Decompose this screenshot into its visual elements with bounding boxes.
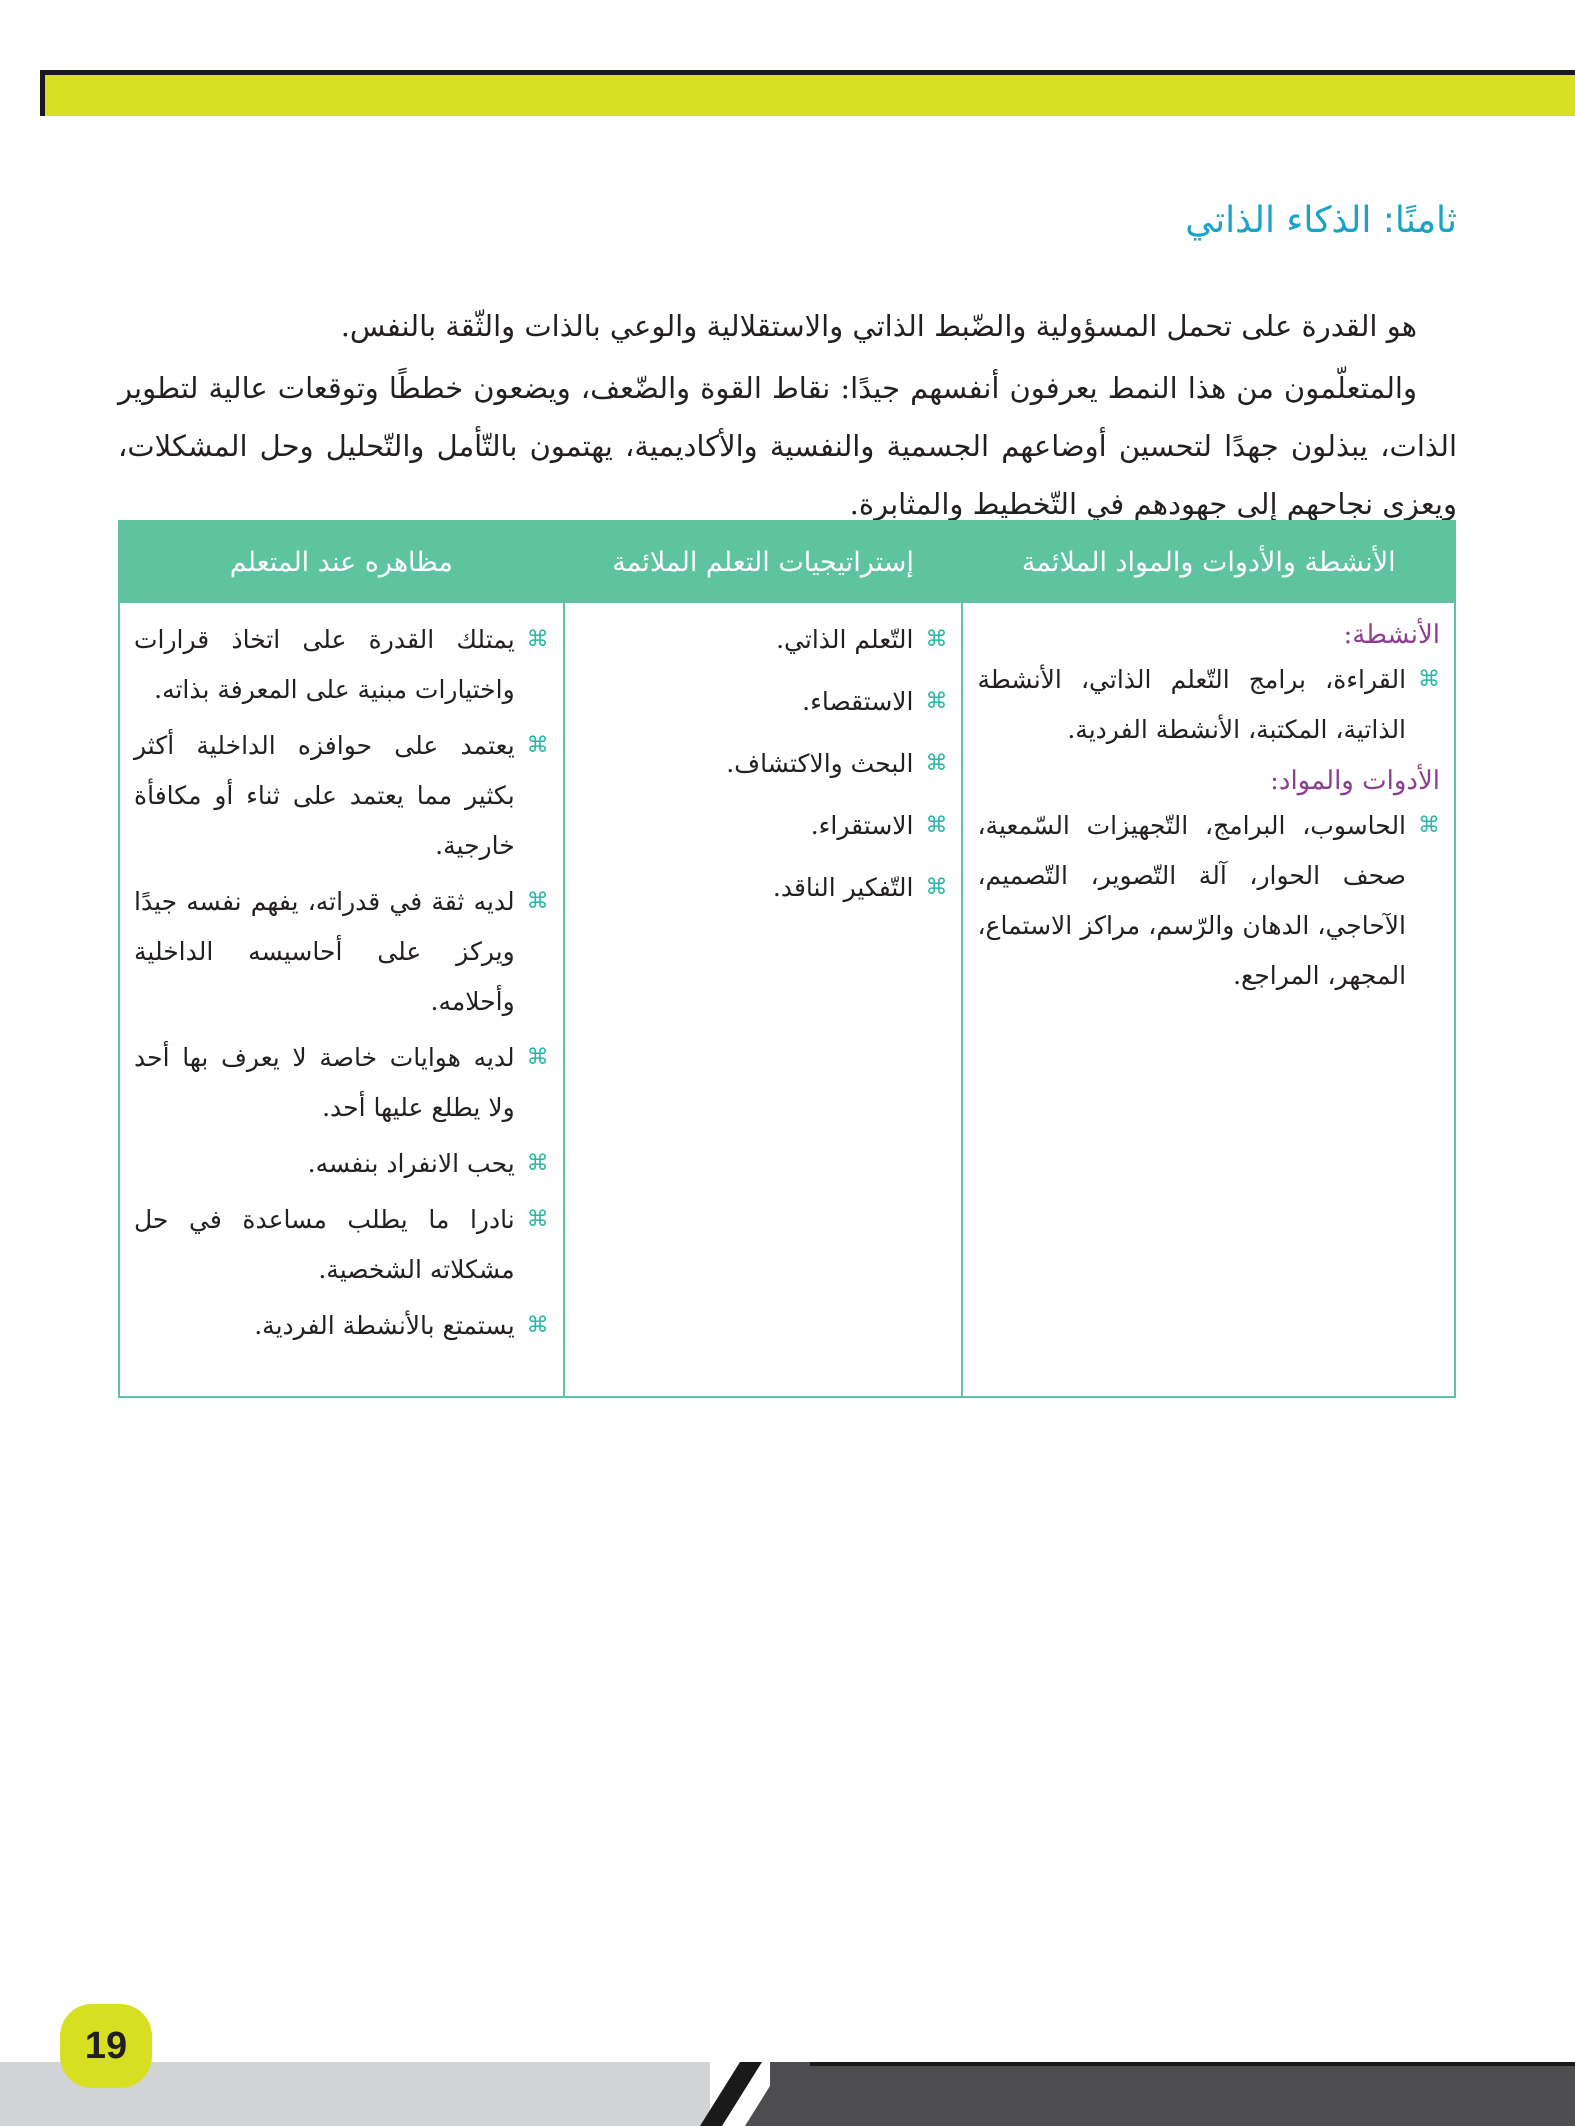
strategies-column xyxy=(563,522,962,1396)
manifestations-list xyxy=(134,615,549,1351)
section-heading: ثامنًا: الذكاء الذاتي xyxy=(1185,200,1457,241)
bullet-icon: ⌘ xyxy=(526,889,549,914)
list-item: ⌘ الحاسوب، البرامج، التّجهيزات السّمعية، صحف الحوار، آلة التّصوير، التّصميم، الآحاجي، الدهان والرّسم، مراكز الاستماع، المجهر، المراجع. xyxy=(977,801,1440,1001)
list-item: ⌘ التّعلم الذاتي. xyxy=(579,615,948,665)
list-item: ⌘ البحث والاكتشاف. xyxy=(579,739,948,789)
top-accent-bar xyxy=(40,70,1575,116)
list-item: ⌘ يمتلك القدرة على اتخاذ قرارات واختيارات مبنية على المعرفة بذاته. xyxy=(134,615,549,715)
list-item: ⌘ لديه هوايات خاصة لا يعرف بها أحد ولا يطلع عليها أحد. xyxy=(134,1033,549,1133)
footer-line xyxy=(810,2062,1575,2066)
footer-dark-band xyxy=(770,2062,1575,2126)
tools-list xyxy=(977,801,1440,1001)
list-item: ⌘ يعتمد على حوافزه الداخلية أكثر بكثير مما يعتمد على ثناء أو مكافأة خارجية. xyxy=(134,721,549,871)
manifestations-column xyxy=(120,522,563,1396)
activities-header: الأنشطة والأدوات والمواد الملائمة xyxy=(963,522,1454,603)
bullet-icon: ⌘ xyxy=(925,751,948,776)
bullet-icon: ⌘ xyxy=(1418,667,1441,692)
list-item: ⌘ لديه ثقة في قدراته، يفهم نفسه جيدًا ويركز على أحاسيسه الداخلية وأحلامه. xyxy=(134,877,549,1027)
activities-column xyxy=(961,522,1454,1396)
intro-paragraph: هو القدرة على تحمل المسؤولية والضّبط الذاتي والاستقلالية والوعي بالذات والثّقة بالنفس. xyxy=(340,309,1417,343)
page-number: 19 xyxy=(60,2004,152,2088)
bullet-icon: ⌘ xyxy=(526,1045,549,1070)
intelligence-table xyxy=(118,520,1456,1398)
bullet-icon: ⌘ xyxy=(526,733,549,758)
bullet-icon: ⌘ xyxy=(925,689,948,714)
bullet-icon: ⌘ xyxy=(925,875,948,900)
strategies-list xyxy=(579,615,948,913)
bullet-icon: ⌘ xyxy=(925,627,948,652)
list-item: ⌘ نادرا ما يطلب مساعدة في حل مشكلاته الشخصية. xyxy=(134,1195,549,1295)
activities-label: الأنشطة: xyxy=(1343,620,1441,650)
strategies-header: إستراتيجيات التعلم الملائمة xyxy=(565,522,962,603)
bullet-icon: ⌘ xyxy=(526,627,549,652)
bullet-icon: ⌘ xyxy=(526,1313,549,1338)
description-paragraph: والمتعلّمون من هذا النمط يعرفون أنفسهم جيدًا: نقاط القوة والضّعف، ويضعون خططًا وتوقعات عالية لتطوير الذات، يبذلون جهدًا لتحسين أوضاعهم الجسمية والنفسية والأكاديمية، يهتمون بالتّأمل والتّحليل وحل المشكلات، ويعزى نجاحهم إلى جهودهم في التّخطيط والمثابرة. xyxy=(118,371,1457,521)
list-item: ⌘ التّفكير الناقد. xyxy=(579,863,948,913)
list-item: ⌘ يستمتع بالأنشطة الفردية. xyxy=(134,1301,549,1351)
bullet-icon: ⌘ xyxy=(1418,813,1441,838)
bullet-icon: ⌘ xyxy=(925,813,948,838)
list-item: ⌘ الاستقراء. xyxy=(579,801,948,851)
tools-label: الأدوات والمواد: xyxy=(1270,766,1441,796)
list-item: ⌘ الاستقصاء. xyxy=(579,677,948,727)
list-item: ⌘ يحب الانفراد بنفسه. xyxy=(134,1139,549,1189)
bullet-icon: ⌘ xyxy=(526,1207,549,1232)
list-item: ⌘ القراءة، برامج التّعلم الذاتي، الأنشطة الذاتية، المكتبة، الأنشطة الفردية. xyxy=(977,655,1440,755)
bullet-icon: ⌘ xyxy=(526,1151,549,1176)
manifestations-header: مظاهره عند المتعلم xyxy=(120,522,563,603)
activities-list xyxy=(977,655,1440,755)
